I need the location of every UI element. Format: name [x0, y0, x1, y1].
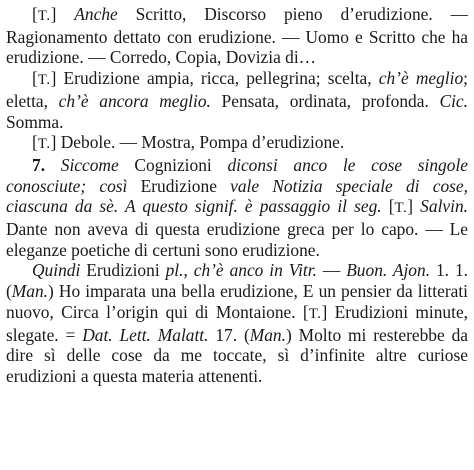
text-run: Pensata, ordinata, profonda.: [210, 90, 440, 111]
text-run: Scritto, Discorso pieno d’erudizione. — Ragionamento dettato con erudizione. — Uomo e Scritto che ha erudizione. — Corredo, Copia, Dovizia di…: [6, 4, 468, 68]
text-run: Buon. Ajon.: [346, 260, 431, 281]
text-run: ; eletta,: [6, 68, 468, 111]
text-run: 17. (: [208, 324, 250, 345]
text-run: ) Ho imparata una bella erudizione, E un pensier da litterati nuovo, Circa l’origin qui di Montaione. [: [6, 281, 468, 322]
text-run: [: [381, 196, 395, 217]
text-run: 7.: [32, 154, 46, 175]
text-run: Somma.: [6, 111, 64, 132]
text-run: ] Erudizioni minute, slegate. =: [6, 301, 469, 345]
text-run: T.: [37, 136, 51, 153]
text-run: ] Erudizione ampia, ricca, pellegrina; scelta,: [50, 68, 379, 89]
text-run: T.: [37, 72, 51, 89]
text-run: Dante non aveva di questa erudizione greca per lo capo. — Le eleganze poetiche di certuni sono erudizione.: [6, 219, 468, 260]
text-run: Man.: [249, 324, 286, 345]
text-run: ch’è meglio: [378, 68, 464, 89]
text-run: Anche: [74, 4, 118, 24]
text-run: vale Notizia speciale di cose, ciascuna da sè. A questo signif. è passaggio il seg.: [6, 175, 468, 217]
text-run: [: [32, 132, 38, 153]
paragraph-sense-7: [6, 155, 468, 261]
paragraph-erudizione-ampia: [6, 68, 468, 132]
text-run: ) Molto mi resterebbe da dire sì delle cose da me toccate, sì d’infinite altre curiose erudizioni a questa materia attenenti.: [6, 324, 468, 386]
text-run: Quindi: [32, 260, 81, 281]
text-run: Cognizioni: [118, 154, 228, 175]
text-run: Man.: [11, 281, 49, 302]
text-run: Dat. Lett. Malatt.: [82, 324, 209, 345]
text-run: ]: [50, 4, 75, 24]
text-run: Siccome: [60, 154, 119, 175]
text-run: ] Debole. — Mostra, Pompa d’erudizione.: [50, 132, 345, 153]
text-run: [45, 155, 61, 175]
text-run: Salvin.: [420, 196, 468, 217]
text-run: 1. 1. (: [6, 260, 468, 302]
text-run: —: [316, 260, 347, 281]
text-run: Erudizione: [127, 175, 231, 196]
text-run: pl., ch’è anco in Vitr.: [165, 260, 317, 281]
text-run: [: [32, 68, 38, 89]
text-run: T.: [37, 8, 51, 24]
text-run: diconsi anco le cose singole conosciute; così: [6, 154, 468, 196]
text-run: T.: [308, 305, 322, 322]
paragraph-quindi-erudizioni: [6, 260, 468, 386]
text-run: ch’è ancora meglio.: [58, 90, 211, 111]
text-run: [: [32, 4, 38, 24]
paragraph-debole: [6, 132, 468, 155]
text-run: Cic.: [439, 90, 468, 111]
paragraph-anche-scritto: [6, 4, 468, 68]
text-run: T.: [394, 200, 408, 217]
text-run: ]: [407, 196, 421, 217]
text-run: Erudizioni: [80, 260, 166, 281]
